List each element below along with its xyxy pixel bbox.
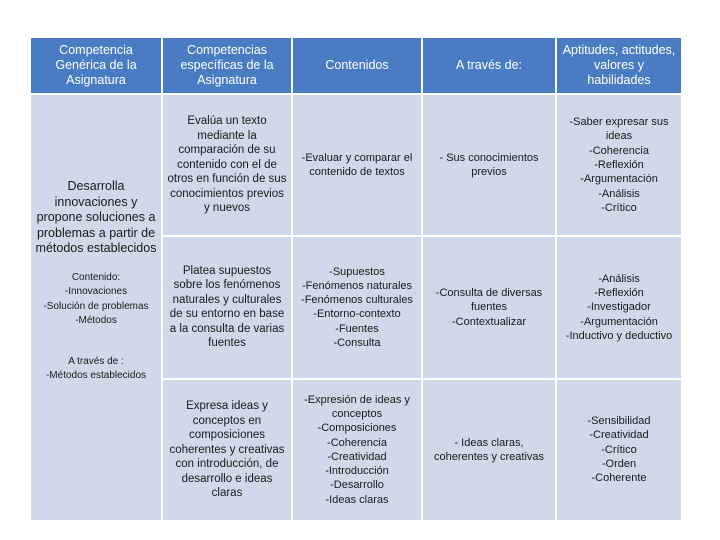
list-item: -Supuestos — [329, 265, 385, 278]
list-item: -Fenómenos culturales — [301, 294, 413, 307]
list-item: -Evaluar y comparar el contenido de textos — [301, 151, 413, 179]
generic-through-list — [46, 355, 146, 384]
list-item: -Argumentación — [580, 315, 658, 328]
list-item: -Coherente — [591, 472, 647, 485]
header-through — [423, 38, 555, 93]
list-item: -Reflexión — [594, 159, 644, 172]
list-item: -Coherencia — [327, 436, 387, 449]
list-item: -Fuentes — [335, 322, 379, 335]
list-item: -Innovaciones — [64, 286, 128, 298]
header-contents — [293, 38, 421, 93]
list-item: -Orden — [601, 457, 637, 470]
generic-competence-cell — [31, 95, 161, 520]
list-item: -Fenómenos naturales — [301, 279, 413, 292]
list-item: -Desarrollo — [330, 479, 384, 492]
list-item: -Crítico — [601, 201, 637, 214]
list-item: -Métodos establecidos — [45, 370, 147, 382]
generic-content-list — [43, 271, 148, 329]
list-item: -Crítico — [601, 443, 637, 456]
header-label: Aptitudes, actitudes, valores y habilidades — [562, 43, 676, 87]
list-item: - Sus conocimientos previos — [439, 151, 539, 179]
generic-competence-text: Desarrolla innovaciones y propone soluciones a problemas a partir de métodos establecidos — [35, 179, 157, 256]
list-item: -Análisis — [598, 187, 640, 200]
list-item: -Contextualizar — [452, 315, 526, 328]
header-generic-competence — [31, 38, 161, 93]
header-label: A través de: — [455, 58, 522, 72]
header-specific-competences — [163, 38, 291, 93]
list-item: -Coherencia — [589, 144, 649, 157]
list-item: -Introducción — [325, 465, 389, 478]
row3-contents — [293, 380, 421, 520]
row1-aptitudes — [557, 95, 681, 235]
cell-text: Platea supuestos sobre los fenómenos naturales y culturales de su entorno en base a la consulta de varias fuentes — [169, 264, 285, 350]
list-item: -Saber expresar sus ideas — [569, 116, 669, 143]
row2-contents — [293, 237, 421, 377]
cell-text: Expresa ideas y conceptos en composiciones coherentes y creativas con introducción, de desarrollo e ideas claras — [169, 400, 285, 500]
row2-aptitudes — [557, 237, 681, 377]
row1-contents — [293, 95, 421, 235]
list-item: -Sensibilidad — [587, 415, 651, 428]
list-item: Contenido: — [71, 271, 121, 283]
cell-text: Evalúa un texto mediante la comparación de su contenido con el de otros en función de sus conocimientos previos y nuevos — [167, 115, 287, 215]
list-item: -Análisis — [598, 272, 640, 285]
header-label: Contenidos — [325, 58, 389, 72]
list-item: -Expresión de ideas y conceptos — [304, 393, 410, 420]
list-item: -Inductivo y deductivo — [565, 329, 673, 342]
row2-through — [423, 237, 555, 377]
list-item: -Entorno-contexto — [313, 308, 401, 321]
list-item: -Consulta de diversas fuentes — [435, 287, 543, 314]
row1-specific-competence — [163, 95, 291, 235]
row1-through — [423, 95, 555, 235]
row3-specific-competence — [163, 380, 291, 520]
list-item: -Solución de problemas — [43, 300, 149, 312]
list-item: -Creatividad — [589, 429, 649, 442]
list-item: -Creatividad — [327, 450, 387, 463]
list-item: -Composiciones — [317, 422, 397, 435]
list-item: -Métodos — [75, 315, 117, 327]
list-item: -Investigador — [587, 301, 651, 314]
list-item: A través de : — [68, 355, 124, 367]
list-item: -Reflexión — [594, 287, 644, 300]
row3-aptitudes — [557, 380, 681, 520]
header-label: Competencias específicas de la Asignatura — [180, 43, 274, 87]
row2-specific-competence — [163, 237, 291, 377]
row3-through — [423, 380, 555, 520]
list-item: -Argumentación — [580, 173, 658, 186]
list-item: -Consulta — [333, 337, 381, 350]
list-item: - Ideas claras, coherentes y creativas — [433, 436, 545, 463]
header-aptitudes — [557, 38, 681, 93]
list-item: -Ideas claras — [325, 493, 389, 506]
header-label: Competencia Genérica de la Asignatura — [55, 43, 137, 87]
competencies-table — [31, 38, 679, 520]
